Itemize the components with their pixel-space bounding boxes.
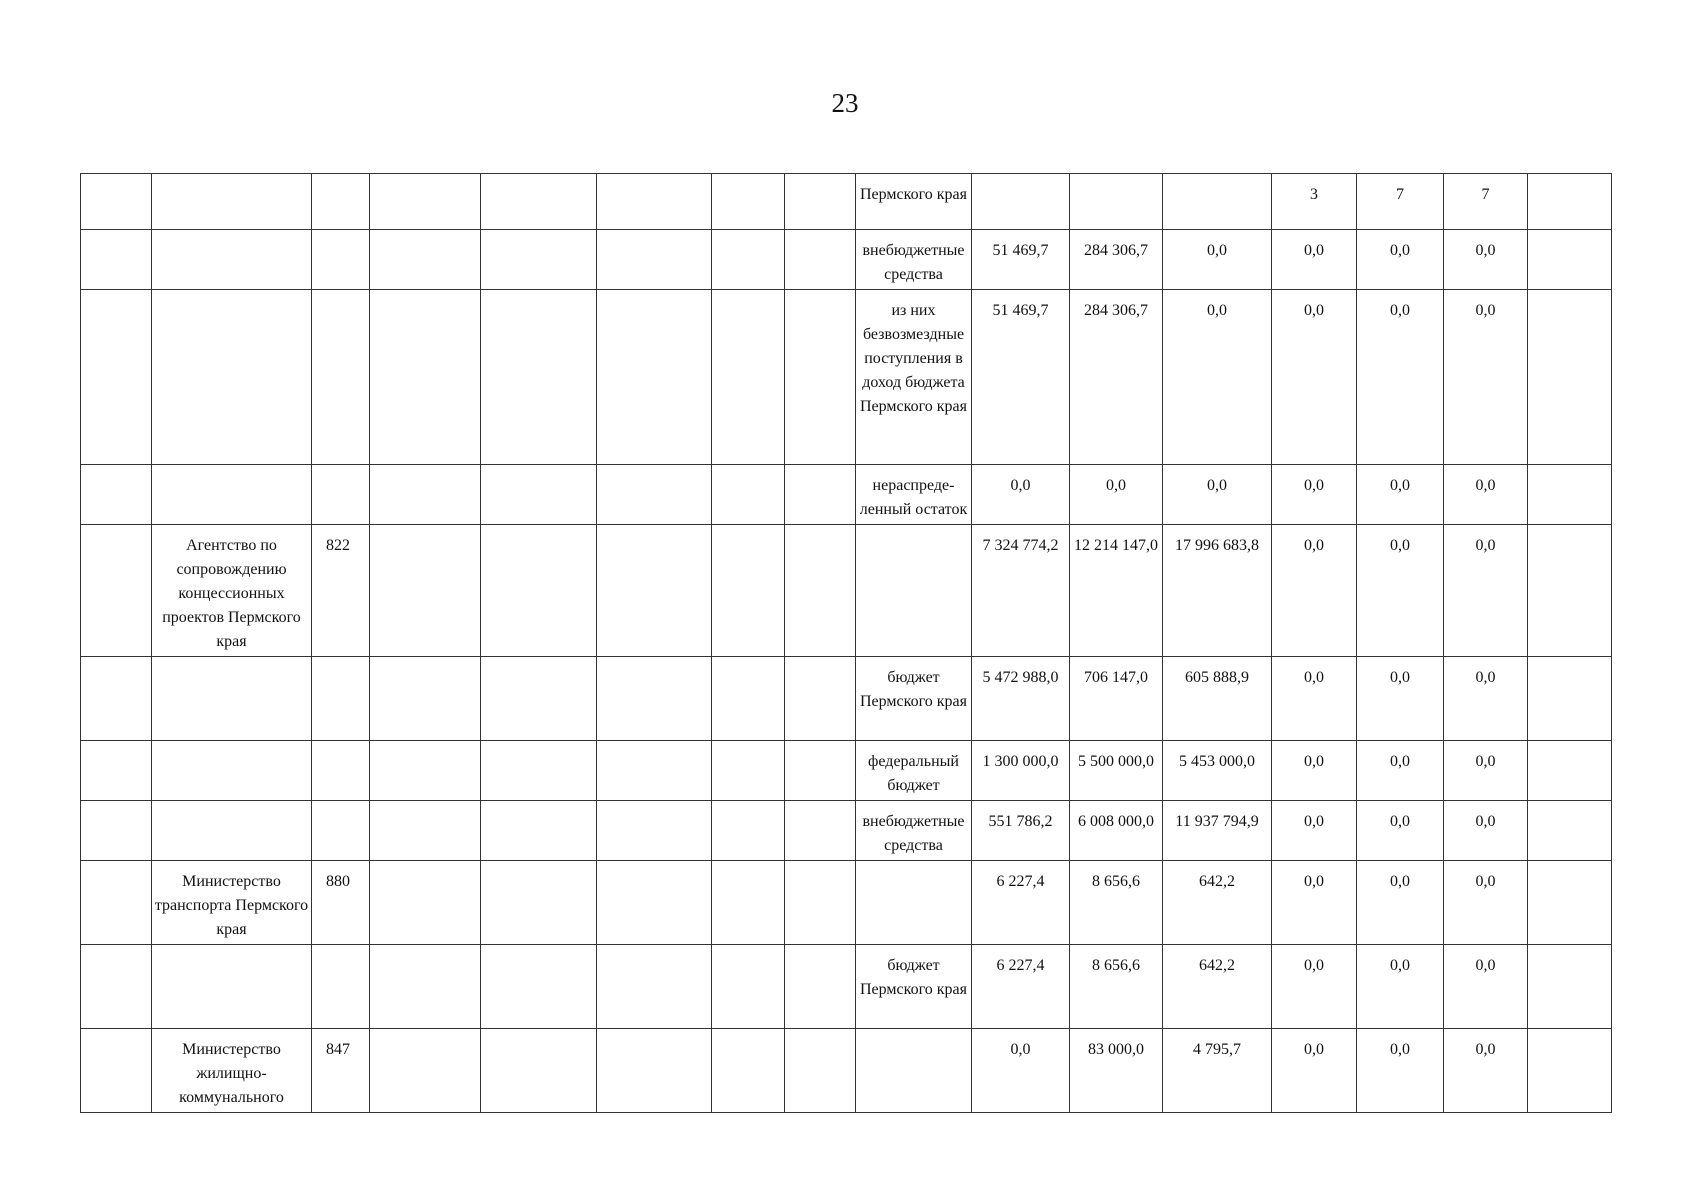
cell-blank bbox=[712, 465, 785, 525]
cell-value-2 bbox=[1070, 174, 1163, 230]
cell-value-6: 0,0 bbox=[1444, 525, 1528, 657]
table-row bbox=[81, 945, 1612, 1029]
cell-blank bbox=[785, 465, 856, 525]
cell-blank bbox=[712, 741, 785, 801]
cell-value-4: 0,0 bbox=[1272, 861, 1357, 945]
cell-value-6: 0,0 bbox=[1444, 1029, 1528, 1113]
cell-blank-num bbox=[81, 465, 152, 525]
cell-value-2: 706 147,0 bbox=[1070, 657, 1163, 741]
cell-blank-num bbox=[81, 861, 152, 945]
cell-blank bbox=[712, 290, 785, 465]
cell-blank bbox=[785, 525, 856, 657]
cell-blank-num bbox=[81, 801, 152, 861]
cell-blank bbox=[712, 230, 785, 290]
cell-value-5: 7 bbox=[1357, 174, 1444, 230]
cell-blank bbox=[785, 230, 856, 290]
cell-value-2: 83 000,0 bbox=[1070, 1029, 1163, 1113]
cell-blank-num bbox=[81, 525, 152, 657]
cell-value-3: 0,0 bbox=[1163, 290, 1272, 465]
cell-responsible-body: Министерство транспорта Пермского края bbox=[152, 861, 312, 945]
cell-blank bbox=[1528, 525, 1612, 657]
cell-value-3 bbox=[1163, 174, 1272, 230]
cell-value-6: 0,0 bbox=[1444, 657, 1528, 741]
cell-value-1: 0,0 bbox=[972, 465, 1070, 525]
cell-code bbox=[312, 290, 370, 465]
cell-blank bbox=[1528, 657, 1612, 741]
cell-funding-source: бюджет Пермского края bbox=[856, 945, 972, 1029]
cell-blank bbox=[785, 801, 856, 861]
cell-blank bbox=[712, 801, 785, 861]
cell-funding-source: из них безвозмездные поступления в доход бюджета Пермского края bbox=[856, 290, 972, 465]
cell-value-3: 4 795,7 bbox=[1163, 1029, 1272, 1113]
cell-funding-source: нераспреде-ленный остаток bbox=[856, 465, 972, 525]
cell-blank bbox=[597, 525, 712, 657]
cell-value-3: 11 937 794,9 bbox=[1163, 801, 1272, 861]
cell-value-2: 12 214 147,0 bbox=[1070, 525, 1163, 657]
page-number: 23 bbox=[831, 88, 859, 118]
cell-responsible-body bbox=[152, 741, 312, 801]
cell-blank bbox=[370, 657, 481, 741]
cell-code bbox=[312, 657, 370, 741]
cell-responsible-body bbox=[152, 945, 312, 1029]
cell-value-5: 0,0 bbox=[1357, 861, 1444, 945]
cell-value-2: 6 008 000,0 bbox=[1070, 801, 1163, 861]
cell-value-3: 0,0 bbox=[1163, 230, 1272, 290]
cell-value-3: 5 453 000,0 bbox=[1163, 741, 1272, 801]
cell-blank-num bbox=[81, 741, 152, 801]
cell-value-1: 0,0 bbox=[972, 1029, 1070, 1113]
cell-value-3: 642,2 bbox=[1163, 861, 1272, 945]
cell-blank bbox=[481, 525, 597, 657]
cell-value-3: 642,2 bbox=[1163, 945, 1272, 1029]
cell-responsible-body bbox=[152, 230, 312, 290]
cell-blank bbox=[481, 801, 597, 861]
cell-responsible-body: Агентство по сопровождению концессионных проектов Пермского края bbox=[152, 525, 312, 657]
cell-value-5: 0,0 bbox=[1357, 801, 1444, 861]
cell-value-5: 0,0 bbox=[1357, 230, 1444, 290]
cell-value-4: 0,0 bbox=[1272, 741, 1357, 801]
cell-blank-num bbox=[81, 230, 152, 290]
cell-blank bbox=[785, 657, 856, 741]
cell-value-1: 5 472 988,0 bbox=[972, 657, 1070, 741]
cell-value-1: 6 227,4 bbox=[972, 945, 1070, 1029]
cell-blank bbox=[597, 861, 712, 945]
cell-blank bbox=[370, 1029, 481, 1113]
cell-blank bbox=[597, 945, 712, 1029]
cell-value-1: 7 324 774,2 bbox=[972, 525, 1070, 657]
cell-blank-num bbox=[81, 174, 152, 230]
cell-value-4: 0,0 bbox=[1272, 230, 1357, 290]
cell-blank bbox=[481, 465, 597, 525]
cell-code: 847 bbox=[312, 1029, 370, 1113]
cell-value-4: 0,0 bbox=[1272, 525, 1357, 657]
cell-value-3: 605 888,9 bbox=[1163, 657, 1272, 741]
cell-blank bbox=[370, 741, 481, 801]
table-row bbox=[81, 525, 1612, 657]
cell-value-2: 0,0 bbox=[1070, 465, 1163, 525]
cell-blank bbox=[1528, 290, 1612, 465]
cell-blank bbox=[597, 174, 712, 230]
cell-value-1: 551 786,2 bbox=[972, 801, 1070, 861]
table-row bbox=[81, 741, 1612, 801]
cell-responsible-body bbox=[152, 657, 312, 741]
table-row bbox=[81, 290, 1612, 465]
table-row bbox=[81, 230, 1612, 290]
cell-blank bbox=[1528, 1029, 1612, 1113]
cell-value-1: 51 469,7 bbox=[972, 230, 1070, 290]
cell-value-6: 0,0 bbox=[1444, 230, 1528, 290]
cell-funding-source: внебюджетные средства bbox=[856, 801, 972, 861]
table-row bbox=[81, 657, 1612, 741]
cell-blank bbox=[370, 801, 481, 861]
cell-blank bbox=[370, 525, 481, 657]
cell-blank bbox=[370, 230, 481, 290]
cell-value-5: 0,0 bbox=[1357, 290, 1444, 465]
cell-blank bbox=[370, 290, 481, 465]
cell-blank bbox=[712, 1029, 785, 1113]
cell-blank bbox=[370, 945, 481, 1029]
cell-blank bbox=[481, 1029, 597, 1113]
cell-funding-source: федеральный бюджет bbox=[856, 741, 972, 801]
table-row bbox=[81, 801, 1612, 861]
cell-blank bbox=[597, 741, 712, 801]
cell-value-5: 0,0 bbox=[1357, 1029, 1444, 1113]
cell-blank bbox=[712, 861, 785, 945]
cell-blank bbox=[597, 657, 712, 741]
cell-code bbox=[312, 465, 370, 525]
cell-blank bbox=[370, 174, 481, 230]
cell-blank bbox=[481, 174, 597, 230]
cell-value-4: 0,0 bbox=[1272, 657, 1357, 741]
cell-blank bbox=[785, 741, 856, 801]
cell-blank bbox=[1528, 174, 1612, 230]
table-row bbox=[81, 861, 1612, 945]
cell-value-4: 3 bbox=[1272, 174, 1357, 230]
cell-funding-source bbox=[856, 525, 972, 657]
cell-value-4: 0,0 bbox=[1272, 1029, 1357, 1113]
cell-blank bbox=[481, 657, 597, 741]
cell-blank bbox=[712, 657, 785, 741]
cell-blank bbox=[481, 230, 597, 290]
cell-value-6: 0,0 bbox=[1444, 801, 1528, 861]
cell-blank bbox=[1528, 465, 1612, 525]
cell-funding-source: бюджет Пермского края bbox=[856, 657, 972, 741]
cell-blank bbox=[370, 465, 481, 525]
cell-funding-source bbox=[856, 861, 972, 945]
table-row bbox=[81, 1029, 1612, 1113]
cell-blank bbox=[1528, 230, 1612, 290]
cell-value-4: 0,0 bbox=[1272, 801, 1357, 861]
cell-blank bbox=[597, 801, 712, 861]
cell-blank bbox=[481, 861, 597, 945]
cell-value-2: 8 656,6 bbox=[1070, 945, 1163, 1029]
cell-value-5: 0,0 bbox=[1357, 945, 1444, 1029]
cell-value-4: 0,0 bbox=[1272, 945, 1357, 1029]
cell-blank-num bbox=[81, 290, 152, 465]
cell-code: 880 bbox=[312, 861, 370, 945]
cell-blank bbox=[785, 1029, 856, 1113]
cell-blank bbox=[597, 290, 712, 465]
cell-code: 822 bbox=[312, 525, 370, 657]
cell-blank bbox=[1528, 945, 1612, 1029]
cell-blank-num bbox=[81, 945, 152, 1029]
budget-table bbox=[80, 173, 1612, 1113]
cell-blank bbox=[712, 945, 785, 1029]
cell-responsible-body bbox=[152, 465, 312, 525]
cell-value-4: 0,0 bbox=[1272, 465, 1357, 525]
cell-value-1: 1 300 000,0 bbox=[972, 741, 1070, 801]
cell-blank bbox=[785, 861, 856, 945]
cell-blank bbox=[785, 945, 856, 1029]
cell-blank-num bbox=[81, 1029, 152, 1113]
cell-value-1: 51 469,7 bbox=[972, 290, 1070, 465]
cell-responsible-body bbox=[152, 290, 312, 465]
cell-responsible-body: Министерство жилищно-коммунального bbox=[152, 1029, 312, 1113]
cell-value-6: 7 bbox=[1444, 174, 1528, 230]
cell-value-3: 17 996 683,8 bbox=[1163, 525, 1272, 657]
cell-blank bbox=[712, 174, 785, 230]
cell-blank bbox=[1528, 861, 1612, 945]
cell-value-2: 284 306,7 bbox=[1070, 290, 1163, 465]
cell-blank bbox=[481, 290, 597, 465]
cell-code bbox=[312, 801, 370, 861]
cell-funding-source: внебюджетные средства bbox=[856, 230, 972, 290]
cell-blank bbox=[1528, 741, 1612, 801]
cell-blank bbox=[1528, 801, 1612, 861]
cell-blank bbox=[785, 174, 856, 230]
cell-value-2: 284 306,7 bbox=[1070, 230, 1163, 290]
cell-blank bbox=[370, 861, 481, 945]
cell-blank bbox=[481, 741, 597, 801]
cell-responsible-body bbox=[152, 801, 312, 861]
cell-code bbox=[312, 945, 370, 1029]
cell-value-5: 0,0 bbox=[1357, 657, 1444, 741]
table-row bbox=[81, 465, 1612, 525]
cell-value-2: 5 500 000,0 bbox=[1070, 741, 1163, 801]
cell-value-6: 0,0 bbox=[1444, 861, 1528, 945]
cell-blank bbox=[712, 525, 785, 657]
cell-value-6: 0,0 bbox=[1444, 945, 1528, 1029]
cell-code bbox=[312, 230, 370, 290]
cell-value-1 bbox=[972, 174, 1070, 230]
cell-code bbox=[312, 174, 370, 230]
cell-blank bbox=[785, 290, 856, 465]
cell-code bbox=[312, 741, 370, 801]
cell-value-6: 0,0 bbox=[1444, 290, 1528, 465]
cell-value-2: 8 656,6 bbox=[1070, 861, 1163, 945]
cell-value-1: 6 227,4 bbox=[972, 861, 1070, 945]
cell-responsible-body bbox=[152, 174, 312, 230]
cell-blank bbox=[597, 1029, 712, 1113]
cell-value-6: 0,0 bbox=[1444, 465, 1528, 525]
cell-funding-source: Пермского края bbox=[856, 174, 972, 230]
cell-value-6: 0,0 bbox=[1444, 741, 1528, 801]
table-row bbox=[81, 174, 1612, 230]
cell-blank bbox=[597, 230, 712, 290]
cell-value-4: 0,0 bbox=[1272, 290, 1357, 465]
cell-blank bbox=[481, 945, 597, 1029]
cell-value-5: 0,0 bbox=[1357, 741, 1444, 801]
cell-value-5: 0,0 bbox=[1357, 465, 1444, 525]
cell-value-5: 0,0 bbox=[1357, 525, 1444, 657]
cell-funding-source bbox=[856, 1029, 972, 1113]
cell-blank bbox=[597, 465, 712, 525]
cell-value-3: 0,0 bbox=[1163, 465, 1272, 525]
cell-blank-num bbox=[81, 657, 152, 741]
